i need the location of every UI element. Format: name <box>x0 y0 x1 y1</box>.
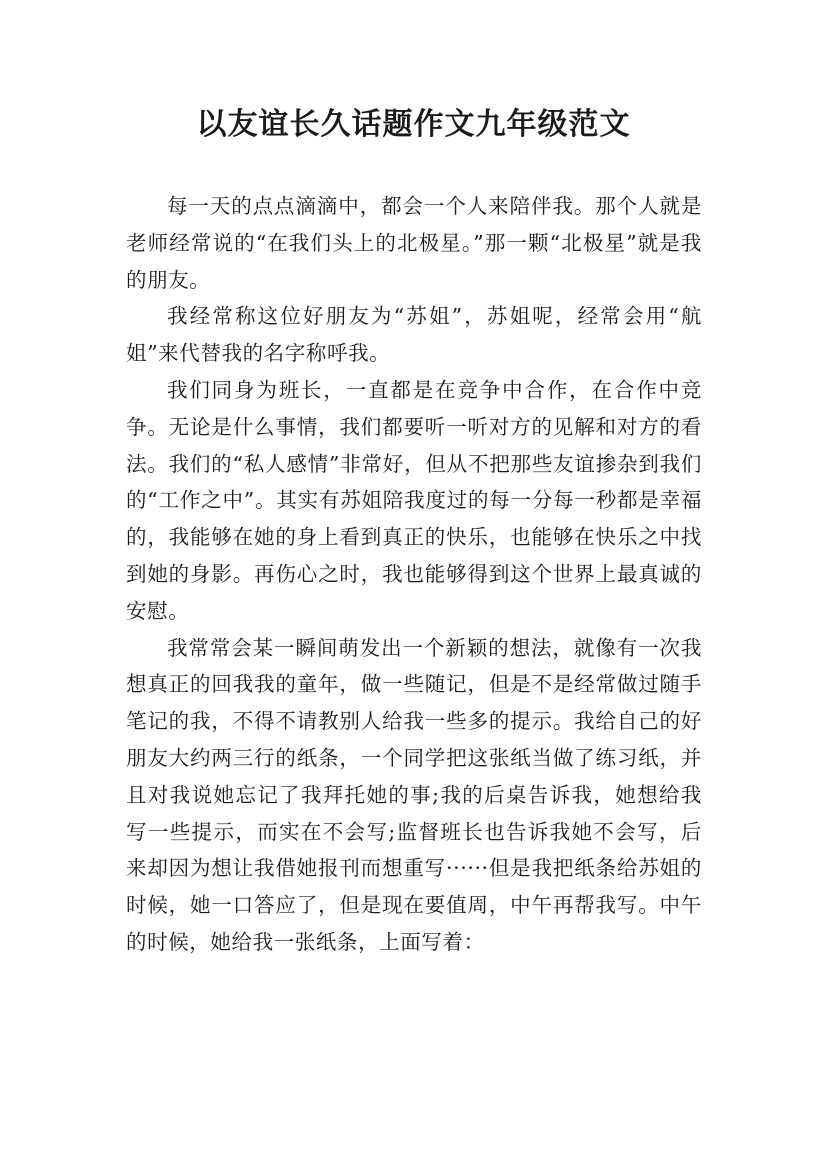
paragraph: 我常常会某一瞬间萌发出一个新颖的想法，就像有一次我想真正的回我我的童年，做一些随记，但是不是经常做过随手笔记的我，不得不请教别人给我一些多的提示。我给自己的好朋友大约两三行的纸条，一个同学把这张纸当做了练习纸，并且对我说她忘记了我拜托她的事;我的后桌告诉我，她想给我写一些提示，而实在不会写;监督班长也告诉我她不会写，后来却因为想让我借她报刊而想重写······但是我把纸条给苏姐的时候，她一口答应了，但是现在要值周，中午再帮我写。中午的时候，她给我一张纸条，上面写着： <box>126 635 702 954</box>
paragraph: 每一天的点点滴滴中，都会一个人来陪伴我。那个人就是老师经常说的“在我们头上的北极星。”那一颗“北极星”就是我的朋友。 <box>126 194 702 292</box>
paragraph: 我经常称这位好朋友为“苏姐”，苏姐呢，经常会用“航姐”来代替我的名字称呼我。 <box>126 304 702 366</box>
paragraph: 我们同身为班长，一直都是在竞争中合作，在合作中竞争。无论是什么事情，我们都要听一听对方的见解和对方的看法。我们的“私人感情”非常好，但从不把那些友谊掺杂到我们的“工作之中”。其实有苏姐陪我度过的每一分每一秒都是幸福的，我能够在她的身上看到真正的快乐，也能够在快乐之中找到她的身影。再伤心之时，我也能够得到这个世界上最真诚的安慰。 <box>126 377 702 623</box>
document-title: 以友谊长久话题作文九年级范文 <box>196 107 631 142</box>
document-body <box>126 188 702 961</box>
